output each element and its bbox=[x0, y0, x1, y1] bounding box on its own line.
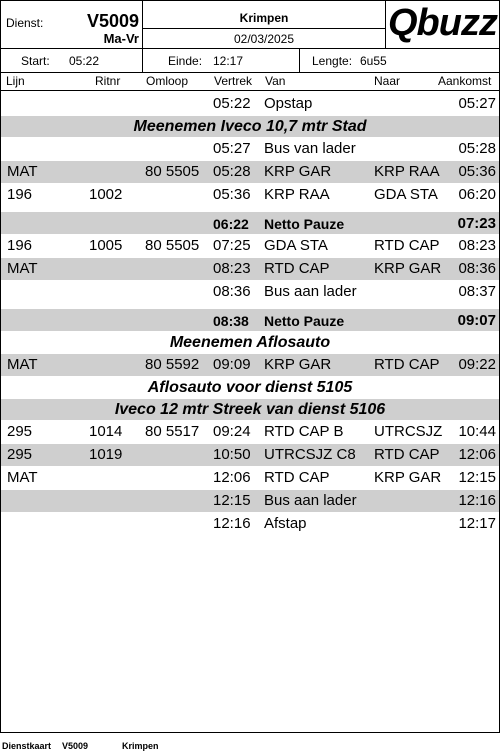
start-box bbox=[1, 49, 143, 73]
cell-naar: RTD CAP bbox=[374, 356, 440, 373]
col-naar: Naar bbox=[374, 74, 401, 88]
col-omloop: Omloop bbox=[146, 74, 189, 88]
section-header: Meenemen Iveco 10,7 mtr Stad bbox=[1, 116, 499, 138]
cell-ritnr: 1019 bbox=[89, 446, 123, 463]
pause-row bbox=[1, 309, 499, 332]
start-label: Start: bbox=[21, 54, 50, 68]
cell-omloop: 80 5505 bbox=[145, 163, 200, 180]
lengte-box bbox=[300, 49, 499, 73]
cell-aankomst: 08:23 bbox=[458, 237, 496, 254]
cell-ritnr: 1002 bbox=[89, 186, 123, 203]
cell-vertrek: 06:22 bbox=[213, 216, 249, 232]
cell-aankomst: 12:16 bbox=[458, 492, 496, 509]
trip-row bbox=[1, 354, 499, 377]
cell-aankomst: 05:27 bbox=[458, 95, 496, 112]
dienst-number: V5009 bbox=[86, 11, 139, 31]
cell-vertrek: 09:09 bbox=[213, 356, 251, 373]
cell-naar: UTRCSJZ bbox=[374, 423, 443, 440]
col-aankomst: Aankomst bbox=[438, 74, 492, 88]
cell-vertrek: 09:24 bbox=[213, 423, 251, 440]
cell-aankomst: 05:28 bbox=[458, 140, 496, 157]
cell-van: KRP GAR bbox=[264, 163, 332, 180]
cell-vertrek: 05:36 bbox=[213, 186, 251, 203]
cell-lijn: 295 bbox=[7, 423, 33, 440]
trip-row bbox=[1, 258, 499, 281]
cell-vertrek: 08:23 bbox=[213, 260, 251, 277]
cell-aankomst: 12:17 bbox=[458, 515, 496, 532]
cell-lijn: 295 bbox=[7, 446, 33, 463]
cell-aankomst: 09:07 bbox=[457, 312, 496, 329]
cell-omloop: 80 5517 bbox=[145, 423, 200, 440]
date: 02/03/2025 bbox=[233, 32, 295, 46]
dienst-days: Ma-Vr bbox=[103, 31, 139, 46]
cell-van: UTRCSJZ C8 bbox=[264, 446, 356, 463]
trip-row bbox=[1, 513, 499, 536]
cell-lijn: 196 bbox=[7, 186, 33, 203]
schedule-rows bbox=[1, 93, 499, 536]
cell-lijn: MAT bbox=[7, 469, 38, 486]
col-vertrek: Vertrek bbox=[214, 74, 253, 88]
cell-vertrek: 12:15 bbox=[213, 492, 251, 509]
cell-ritnr: 1005 bbox=[89, 237, 123, 254]
cell-van: Bus aan lader bbox=[264, 283, 357, 300]
cell-vertrek: 08:38 bbox=[213, 313, 249, 329]
cell-naar: KRP GAR bbox=[374, 260, 442, 277]
cell-vertrek: 05:22 bbox=[213, 95, 251, 112]
cell-omloop: 80 5592 bbox=[145, 356, 200, 373]
footer-label: Dienstkaart bbox=[2, 741, 52, 751]
trip-row bbox=[1, 235, 499, 258]
cell-van: Opstap bbox=[264, 95, 313, 112]
cell-vertrek: 12:16 bbox=[213, 515, 251, 532]
cell-vertrek: 12:06 bbox=[213, 469, 251, 486]
col-ritnr: Ritnr bbox=[95, 74, 121, 88]
cell-vertrek: 08:36 bbox=[213, 283, 251, 300]
trip-row bbox=[1, 281, 499, 304]
trip-row bbox=[1, 421, 499, 444]
qbuzz-logo: Qbuzz bbox=[388, 2, 497, 44]
trip-row bbox=[1, 467, 499, 490]
dienst-box bbox=[1, 1, 143, 49]
cell-aankomst: 08:36 bbox=[458, 260, 496, 277]
footer-dienst: V5009 bbox=[62, 741, 89, 751]
einde-box bbox=[143, 49, 300, 73]
date-box bbox=[143, 29, 386, 49]
section-header: Iveco 12 mtr Streek van dienst 5106 bbox=[1, 399, 499, 421]
cell-lijn: MAT bbox=[7, 260, 38, 277]
lengte-value: 6u55 bbox=[360, 54, 387, 68]
cell-naar: RTD CAP bbox=[374, 446, 440, 463]
col-van: Van bbox=[265, 74, 286, 88]
cell-lijn: 196 bbox=[7, 237, 33, 254]
cell-van: GDA STA bbox=[264, 237, 328, 254]
cell-vertrek: 07:25 bbox=[213, 237, 251, 254]
cell-naar: RTD CAP bbox=[374, 237, 440, 254]
cell-van: KRP GAR bbox=[264, 356, 332, 373]
cell-naar: KRP RAA bbox=[374, 163, 440, 180]
column-headers bbox=[1, 73, 499, 91]
cell-vertrek: 05:27 bbox=[213, 140, 251, 157]
pause-row bbox=[1, 212, 499, 235]
cell-ritnr: 1014 bbox=[89, 423, 123, 440]
footer-location: Krimpen bbox=[122, 741, 159, 751]
logo-box bbox=[386, 1, 499, 49]
cell-lijn: MAT bbox=[7, 163, 38, 180]
cell-aankomst: 07:23 bbox=[457, 215, 496, 232]
cell-van: Bus aan lader bbox=[264, 492, 357, 509]
trip-row bbox=[1, 161, 499, 184]
cell-van: RTD CAP bbox=[264, 260, 330, 277]
cell-lijn: MAT bbox=[7, 356, 38, 373]
cell-naar: GDA STA bbox=[374, 186, 438, 203]
cell-van: Netto Pauze bbox=[264, 313, 345, 329]
cell-van: Afstap bbox=[264, 515, 307, 532]
location: Krimpen bbox=[239, 11, 289, 25]
header bbox=[1, 1, 499, 73]
lengte-label: Lengte: bbox=[312, 54, 353, 68]
cell-van: RTD CAP bbox=[264, 469, 330, 486]
einde-value: 12:17 bbox=[213, 54, 244, 68]
cell-van: KRP RAA bbox=[264, 186, 330, 203]
section-header: Aflosauto voor dienst 5105 bbox=[1, 377, 499, 399]
trip-row bbox=[1, 184, 499, 207]
cell-vertrek: 05:28 bbox=[213, 163, 251, 180]
cell-van: Bus van lader bbox=[264, 140, 356, 157]
section-header: Meenemen Aflosauto bbox=[1, 332, 499, 354]
cell-aankomst: 10:44 bbox=[458, 423, 496, 440]
cell-van: RTD CAP B bbox=[264, 423, 344, 440]
cell-naar: KRP GAR bbox=[374, 469, 442, 486]
cell-aankomst: 05:36 bbox=[458, 163, 496, 180]
cell-aankomst: 09:22 bbox=[458, 356, 496, 373]
cell-vertrek: 10:50 bbox=[213, 446, 251, 463]
cell-van: Netto Pauze bbox=[264, 216, 345, 232]
location-box bbox=[143, 1, 386, 29]
dienst-label: Dienst: bbox=[6, 16, 44, 30]
cell-aankomst: 08:37 bbox=[458, 283, 496, 300]
cell-omloop: 80 5505 bbox=[145, 237, 200, 254]
cell-aankomst: 12:15 bbox=[458, 469, 496, 486]
cell-aankomst: 06:20 bbox=[458, 186, 496, 203]
einde-label: Einde: bbox=[168, 54, 203, 68]
start-value: 05:22 bbox=[69, 54, 100, 68]
trip-row bbox=[1, 93, 499, 116]
trip-row bbox=[1, 138, 499, 161]
cell-aankomst: 12:06 bbox=[458, 446, 496, 463]
trip-row bbox=[1, 444, 499, 467]
trip-row bbox=[1, 490, 499, 513]
col-lijn: Lijn bbox=[6, 74, 25, 88]
